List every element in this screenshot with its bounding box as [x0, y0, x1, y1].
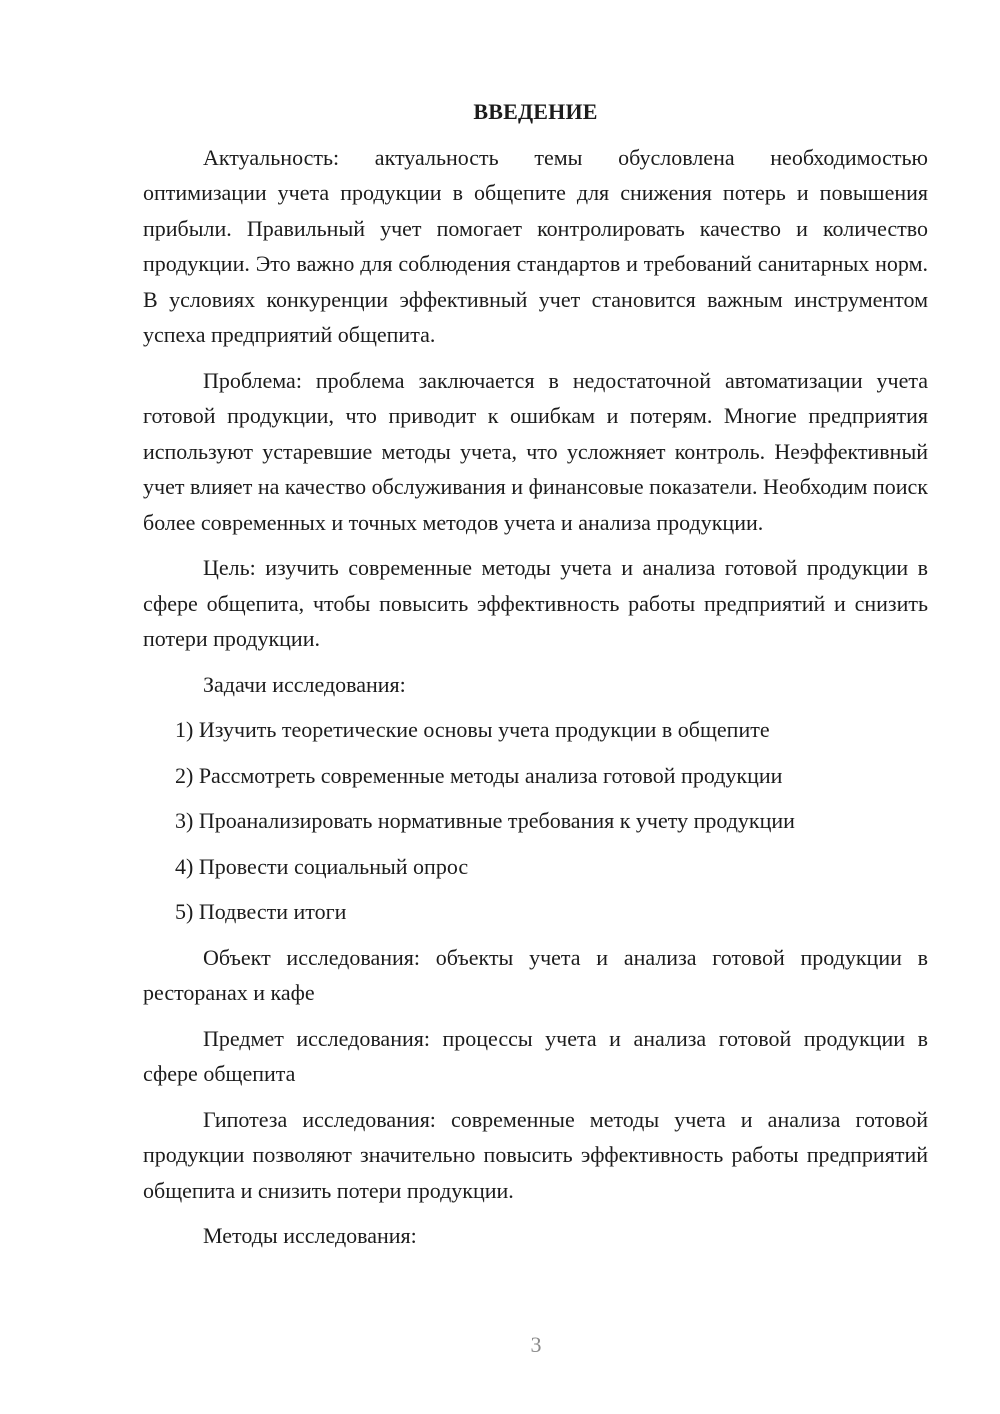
hypothesis-paragraph: Гипотеза исследования: современные методы учета и анализа готовой продукции позволяют значительно повысить эффективность работы предприятий общепита и снизить потери продукции.: [143, 1106, 928, 1203]
tasks-heading: Задачи исследования:: [203, 671, 406, 697]
methods-heading: Методы исследования:: [203, 1223, 417, 1248]
list-item: 3) Проанализировать нормативные требования к учету продукции: [175, 808, 795, 833]
tasks-list: [143, 712, 928, 930]
list-item: 1) Изучить теоретические основы учета продукции в общепите: [175, 717, 770, 742]
object-paragraph: Объект исследования: объекты учета и анализа готовой продукции в ресторанах и кафе: [143, 944, 928, 1005]
goal-paragraph: Цель: изучить современные методы учета и анализа готовой продукции в сфере общепита, чтобы повысить эффективность работы предприятий и снизить потери продукции.: [143, 555, 928, 651]
list-item: 5) Подвести итоги: [175, 899, 347, 924]
page-content: [143, 94, 928, 1264]
list-item: 4) Провести социальный опрос: [175, 853, 469, 879]
page-title: ВВЕДЕНИЕ: [473, 99, 598, 124]
page-number: 3: [530, 1332, 542, 1357]
relevance-paragraph: Актуальность: актуальность темы обусловлена необходимостью оптимизации учета продукции в общепите для снижения потерь и повышения прибыли. Правильный учет помогает контролировать качество и количество продукции. Это важно для соблюдения стандартов и требований санитарных норм. В условиях конкуренции эффективный учет становится важным инструментом успеха предприятий общепита.: [143, 144, 928, 347]
list-item: 2) Рассмотреть современные методы анализа готовой продукции: [175, 762, 783, 788]
problem-paragraph: Проблема: проблема заключается в недостаточной автоматизации учета готовой продукции, что приводит к ошибкам и потерям. Многие предприятия используют устаревшие методы учета, что усложняет контроль. Неэффективный учет влияет на качество обслуживания и финансовые показатели. Необходим поиск более современных и точных методов учета и анализа продукции.: [143, 367, 928, 535]
subject-paragraph: Предмет исследования: процессы учета и анализа готовой продукции в сфере общепита: [143, 1025, 928, 1086]
